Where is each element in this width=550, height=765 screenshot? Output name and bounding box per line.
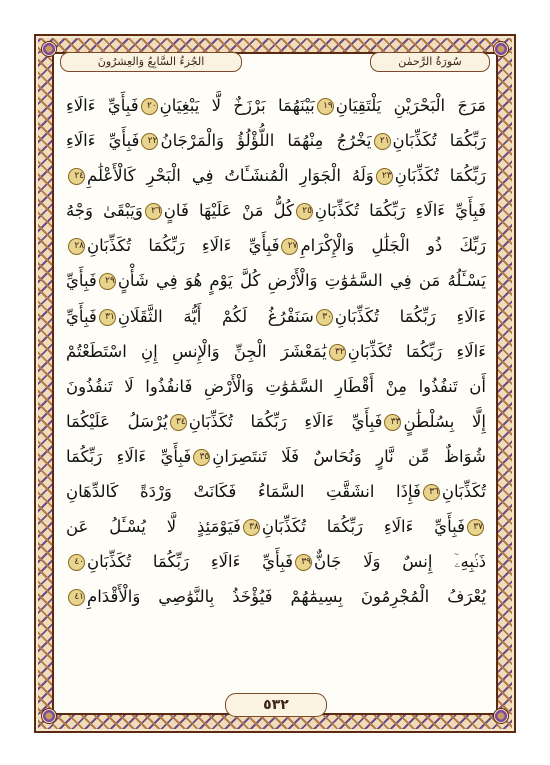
ayah-number-marker: ٤٠ [68,554,85,571]
ayah-number-marker: ٢٩ [99,273,116,290]
verse-text: تُكَذِّبَانِ [441,482,486,502]
ayah-number-marker: ٢٤ [68,168,85,185]
verse-text: كُلُّ مَنْ عَلَيْهَا فَانٍ [163,201,294,221]
verse-text: يُعْرَفُ الْمُجْرِمُونَ بِسِيمَٰهُمْ فَيُؤْخَذُ بِالنَّوَٰصِي وَالْأَقْدَامِ [87,587,486,607]
text-line [66,193,486,228]
verse-text: فَبِأَيِّ ءَالَاءِ رَبِّكُمَا تُكَذِّبَانِ [188,411,383,431]
ayah-number-marker: ٢١ [374,133,391,150]
verse-text: بَيْنَهُمَا بَرْزَخٌ لَّا يَبْغِيَانِ [159,96,315,115]
text-line [66,158,486,193]
ayah-number-marker: ٢٣ [376,168,393,185]
text-line [66,439,486,474]
text-line [66,544,486,579]
verse-text: رَبِّكُمَا تُكَذِّبَانِ [392,131,486,151]
ayah-number-marker: ٣٦ [423,484,440,501]
ayah-number-marker: ٢٦ [145,203,162,220]
verse-text: يَٰمَعْشَرَ الْجِنِّ وَالْإِنسِ إِنِ اسْتَطَعْتُمْ [66,341,327,361]
text-line [66,474,486,509]
verse-text: ءَالَاءِ رَبِّكُمَا تُكَذِّبَانِ [334,306,486,326]
verse-text: رَبِّكُمَا تُكَذِّبَانِ [394,166,486,186]
verse-text: وَيَبْقَىٰ وَجْهُ [66,201,143,221]
ayah-number-marker: ٣٥ [193,449,210,466]
ayah-number-marker: ٣٢ [329,344,346,361]
text-line [66,263,486,298]
juz-label: الجُزءُ السَّابِعُ وَالعِشرُونَ [60,52,242,72]
text-line [66,123,486,158]
corner-ornament-top-left [41,41,57,57]
verse-text: وَلَهُ الْجَوَارِ الْمُنشَـَٔاتُ فِي الْبَحْرِ كَالْأَعْلَٰمِ [87,166,374,186]
ayah-number-marker: ٣٨ [243,519,260,536]
corner-ornament-top-right [493,41,509,57]
ayah-number-marker: ٢٠ [141,98,158,115]
text-line [66,404,486,439]
ayah-number-marker: ٣٧ [467,519,484,536]
verse-text: فَبِأَيِّ [66,271,97,291]
text-line [66,299,486,334]
verse-text: أَن تَنفُذُوا مِنْ أَقْطَارِ السَّمَٰوَٰتِ وَالْأَرْضِ فَانفُذُوا لَا تَنفُذُونَ [66,376,486,396]
verse-text: ءَالَاءِ رَبِّكُمَا تُكَذِّبَانِ [347,341,486,361]
verse-text: فَبِأَيِّ ءَالَاءِ رَبِّكُمَا تُكَذِّبَانِ [261,517,465,537]
verse-text: يَسْـَٔلُهُ مَن فِي السَّمَٰوَٰتِ وَالْأَرْضِ كُلَّ يَوْمٍ هُوَ فِي شَأْنٍ [117,271,486,291]
verse-text: فَيَوْمَئِذٍ لَّا يُسْـَٔلُ عَن [66,517,241,537]
page-header [60,50,490,72]
ayah-number-marker: ٣٠ [316,309,333,326]
text-line [66,88,486,123]
text-line [66,509,486,544]
verse-text: فَبِأَيِّ ءَالَاءِ [66,131,140,151]
ayah-number-marker: ١٩ [317,98,334,115]
verse-text: رَبِّكَ ذُو الْجَلَٰلِ وَالْإِكْرَامِ [300,236,486,256]
verse-text: مَرَجَ الْبَحْرَيْنِ يَلْتَقِيَانِ [335,96,486,115]
text-line [66,228,486,263]
ayah-number-marker: ٢٥ [296,203,313,220]
verse-text: فَبِأَيِّ ءَالَاءِ رَبِّكُمَا تُكَذِّبَانِ [87,552,293,572]
corner-ornament-bottom-right [493,708,509,724]
verse-text: شُوَاظٌ مِّن نَّارٍ وَنُحَاسٌ فَلَا تَنتَصِرَانِ [212,446,486,466]
text-line [66,579,486,614]
verse-text: فَبِأَيِّ ءَالَاءِ [66,96,139,115]
ayah-number-marker: ٢٧ [281,238,298,255]
text-line [66,334,486,369]
ayah-number-marker: ٣١ [99,309,116,326]
verse-text: يُرْسَلُ عَلَيْكُمَا [66,411,168,431]
text-line [66,369,486,404]
verse-text: فَبِأَيِّ ءَالَاءِ رَبِّكُمَا [66,446,192,466]
verse-text: فَبِأَيِّ ءَالَاءِ رَبِّكُمَا تُكَذِّبَانِ [87,236,280,256]
verse-text: فَبِأَيِّ [66,306,97,326]
ayah-number-marker: ٣٤ [170,414,187,431]
verse-text: ذَنۢبِهِۦٓ إِنسٌ وَلَا جَانٌّ [314,552,486,572]
verse-text: فَبِأَيِّ ءَالَاءِ رَبِّكُمَا تُكَذِّبَانِ [314,201,486,221]
surah-label: سُورَةُ الرَّحمٰن [370,52,490,72]
ayah-number-marker: ٢٢ [141,133,158,150]
page-number: ٥٣٢ [225,693,327,717]
ayah-number-marker: ٣٩ [295,554,312,571]
quran-text-body [66,88,486,688]
verse-text: يَخْرُجُ مِنْهُمَا اللُّؤْلُؤُ وَالْمَرْجَانُ [160,131,372,151]
ayah-number-marker: ٣٣ [384,414,401,431]
ayah-number-marker: ٢٨ [68,238,85,255]
verse-text: فَإِذَا انشَقَّتِ السَّمَاءُ فَكَانَتْ وَرْدَةً كَالدِّهَانِ [66,482,421,502]
verse-text: سَنَفْرُغُ لَكُمْ أَيُّهَ الثَّقَلَانِ [117,306,314,326]
ayah-number-marker: ٤١ [68,589,85,606]
verse-text: إِلَّا بِسُلْطَٰنٍ [403,411,486,431]
corner-ornament-bottom-left [41,708,57,724]
